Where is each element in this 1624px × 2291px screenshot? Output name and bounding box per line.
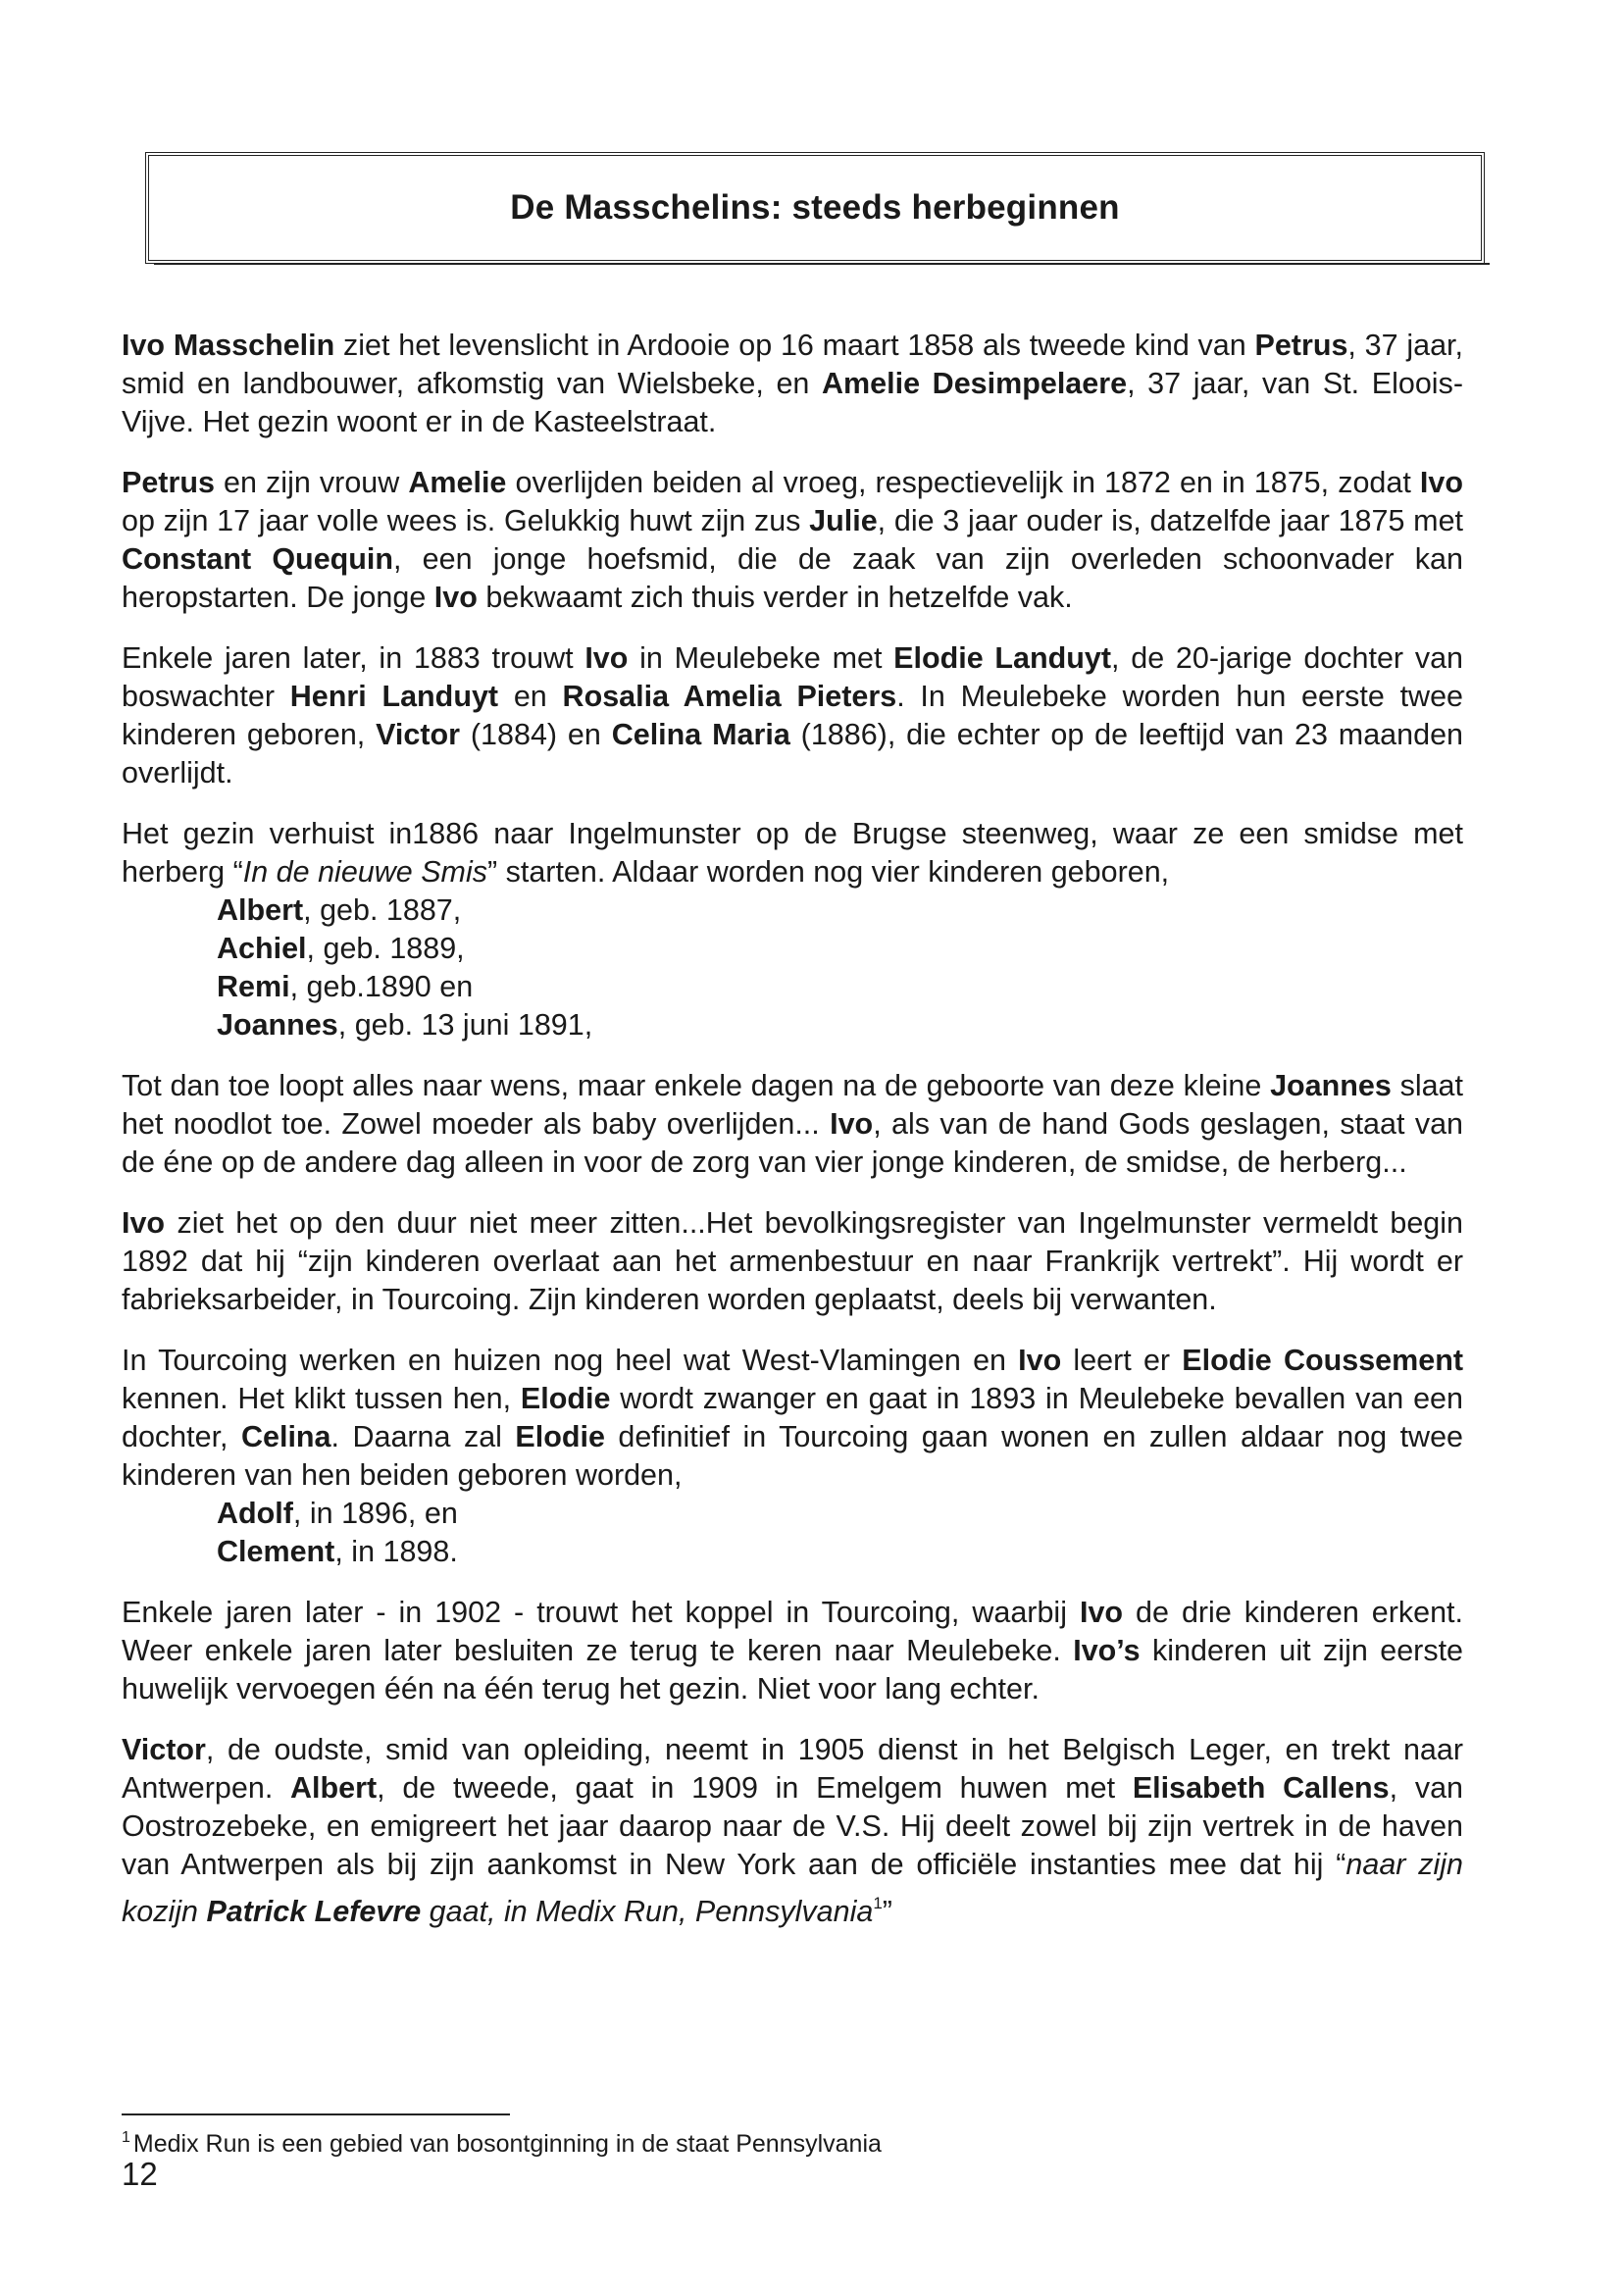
text: en zijn vrouw: [214, 466, 409, 499]
text: definitief in Tourcoing gaan wonen en zullen aldaar nog twee kinderen van hen beiden geboren worden,: [122, 1420, 1464, 1492]
text: ziet het op den duur niet meer zitten...Het bevolkingsregister van Ingelmunster vermeldt begin 1892 dat hij “zijn kinderen overlaat aan het armenbestuur en naar Frankrijk vertrekt”. Hij wordt er fabrieksarbeider, in Tourcoing. Zijn kinderen worden geplaatst, deels bij verwanten.: [122, 1206, 1463, 1316]
text: naar zijn kozijn: [122, 1848, 1463, 1928]
child-list-item: [122, 930, 1463, 968]
name-bold: Albert: [290, 1771, 378, 1805]
child-list-item: [122, 1533, 1463, 1571]
text: . Daarna zal: [330, 1420, 516, 1453]
text: ” starten. Aldaar worden nog vier kinderen geboren,: [486, 855, 1170, 889]
name-bold: Celina: [240, 1420, 331, 1453]
text: overlijden beiden al vroeg, respectievelijk in 1872 en in 1875, zodat: [506, 466, 1420, 499]
paragraph-7: [122, 1342, 1463, 1571]
text: leert er: [1061, 1344, 1183, 1377]
name-bold: Amelie Desimpelaere: [822, 367, 1128, 400]
footnote-marker: 1: [122, 2129, 130, 2146]
text: , als van de hand Gods geslagen, staat van de éne op de andere dag alleen in voor de zorg van vier jonge kinderen, de smidse, de herberg...: [122, 1107, 1463, 1179]
child-list-item: [122, 1006, 1463, 1044]
inn-name-italic: In de nieuwe Smis: [242, 855, 487, 889]
child-name: Achiel: [217, 932, 307, 965]
child-birth: , geb. 1889,: [306, 932, 465, 965]
name-bold: Ivo: [1018, 1344, 1062, 1377]
child-list-item: [122, 968, 1463, 1006]
name-bold: Elodie: [520, 1382, 611, 1415]
name-bold: Joannes: [1270, 1069, 1392, 1102]
name-bold: Ivo: [1419, 466, 1463, 499]
text: en: [498, 680, 563, 713]
text: , de 20-jarige dochter van boswachter: [122, 641, 1463, 713]
name-bold: Julie: [809, 504, 878, 537]
text: , van Oostrozebeke, en emigreert het jaar daarop naar de V.S. Hij deelt zowel bij zijn vertrek in de haven van Antwerpen als bij zijn aankomst in New York aan de officiële instanties mee dat hij “: [122, 1771, 1463, 1881]
paragraph-4: [122, 815, 1463, 1044]
paragraph-8: [122, 1594, 1463, 1708]
child-name: Remi: [217, 970, 290, 1003]
child-birth: , geb.1890 en: [289, 970, 474, 1003]
page-number: 12: [122, 2156, 158, 2192]
child-birth: , geb. 1887,: [303, 893, 462, 927]
paragraph-1: [122, 327, 1463, 441]
text: kennen. Het klikt tussen hen,: [122, 1382, 521, 1415]
text: , 37 jaar, smid en landbouwer, afkomstig van Wielsbeke, en: [122, 329, 1463, 400]
text: gaat, in Medix Run, Pennsylvania: [421, 1895, 874, 1928]
text: (1884) en: [460, 718, 612, 751]
name-bold: Constant Quequin: [122, 542, 394, 576]
text: de drie kinderen erkent. Weer enkele jaren later besluiten ze terug te keren naar Meulebeke.: [122, 1596, 1464, 1667]
text: bekwaamt zich thuis verder in hetzelfde vak.: [477, 581, 1073, 614]
footnote: [122, 2123, 882, 2159]
name-bold: Elodie Coussement: [1182, 1344, 1463, 1377]
child-list-item: [122, 1495, 1463, 1533]
name-bold: Ivo: [433, 581, 478, 614]
name-bold: Elodie Landuyt: [893, 641, 1112, 675]
text: , die 3 jaar ouder is, datzelfde jaar 1875 met: [877, 504, 1464, 537]
name-bold: Ivo: [584, 641, 629, 675]
name-bold: Ivo: [122, 1206, 166, 1240]
name-bold: Henri Landuyt: [289, 680, 499, 713]
paragraph-2: [122, 464, 1463, 617]
name-bold: Rosalia Amelia Pieters: [562, 680, 897, 713]
name-bold: Elisabeth Callens: [1132, 1771, 1390, 1805]
title-box: [145, 152, 1485, 264]
text: Enkele jaren later, in 1883 trouwt: [122, 641, 585, 675]
text: ”: [882, 1895, 892, 1928]
child-birth: , in 1896, en: [292, 1497, 458, 1530]
name-bold: Petrus: [1254, 329, 1348, 362]
name-bold: Victor: [376, 718, 461, 751]
text: , een jonge hoefsmid, die de zaak van zijn overleden schoonvader kan heropstarten. De jonge: [122, 542, 1463, 614]
page-title: De Masschelins: steeds herbeginnen: [510, 188, 1120, 227]
text: Het gezin verhuist in1886 naar Ingelmunster op de Brugse steenweg, waar ze een smidse met herberg “: [122, 817, 1463, 889]
name-bold: Celina Maria: [611, 718, 790, 751]
name-bold: Ivo: [830, 1107, 874, 1141]
paragraph-6: [122, 1204, 1463, 1319]
child-name: Adolf: [217, 1497, 293, 1530]
child-name: Clement: [217, 1535, 335, 1568]
footnote-divider: [122, 2113, 510, 2115]
name-bold: Amelie: [408, 466, 507, 499]
text: slaat het noodlot toe. Zowel moeder als baby overlijden...: [122, 1069, 1463, 1141]
child-list-item: [122, 891, 1463, 930]
text: Tot dan toe loopt alles naar wens, maar enkele dagen na de geboorte van deze kleine: [122, 1069, 1271, 1102]
name-bold: Elodie: [515, 1420, 605, 1453]
child-name: Joannes: [217, 1008, 338, 1042]
name-bold: Ivo’s: [1073, 1634, 1141, 1667]
text: (1886), die echter op de leeftijd van 23 maanden overlijdt.: [122, 718, 1463, 789]
text: , de tweede, gaat in 1909 in Emelgem huwen met: [377, 1771, 1133, 1805]
child-birth: , in 1898.: [334, 1535, 458, 1568]
text: Enkele jaren later - in 1902 - trouwt het koppel in Tourcoing, waarbij: [122, 1596, 1080, 1629]
text: . In Meulebeke worden hun eerste twee kinderen geboren,: [122, 680, 1464, 751]
text: , 37 jaar, van St. Eloois-Vijve. Het gezin woont er in de Kasteelstraat.: [122, 367, 1463, 438]
text: , de oudste, smid van opleiding, neemt in 1905 dienst in het Belgisch Leger, en trekt naar Antwerpen.: [122, 1733, 1463, 1805]
text: In Tourcoing werken en huizen nog heel wat West-Vlamingen en: [122, 1344, 1019, 1377]
text: op zijn 17 jaar volle wees is. Gelukkig huwt zijn zus: [122, 504, 810, 537]
text: ziet het levenslicht in Ardooie op 16 maart 1858 als tweede kind van: [334, 329, 1255, 362]
name-bold: Ivo Masschelin: [122, 329, 335, 362]
footnote-reference[interactable]: 1: [873, 1894, 883, 1912]
name-bold: Petrus: [122, 466, 215, 499]
child-name: Albert: [217, 893, 304, 927]
article-body: [122, 327, 1463, 1954]
name-bold: Ivo: [1079, 1596, 1124, 1629]
name-bold: Patrick Lefevre: [206, 1895, 422, 1928]
text: wordt zwanger en gaat in 1893 in Meulebeke bevallen van een dochter,: [122, 1382, 1463, 1453]
text: in Meulebeke met: [628, 641, 894, 675]
paragraph-5: [122, 1067, 1463, 1182]
name-bold: Victor: [122, 1733, 206, 1766]
paragraph-9: [122, 1731, 1463, 1931]
child-birth: , geb. 13 juni 1891,: [337, 1008, 593, 1042]
footnote-text: Medix Run is een gebied van bosontginning in de staat Pennsylvania: [132, 2130, 882, 2158]
paragraph-3: [122, 639, 1463, 792]
text: kinderen uit zijn eerste huwelijk vervoegen één na één terug het gezin. Niet voor lang echter.: [122, 1634, 1464, 1706]
